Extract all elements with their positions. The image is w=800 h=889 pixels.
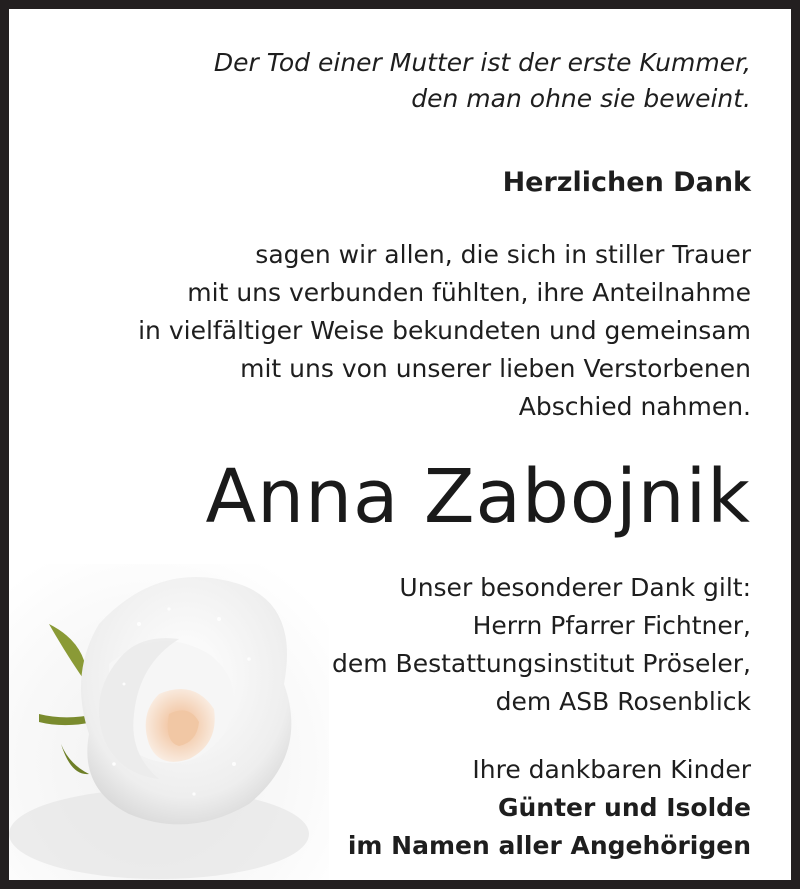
thanks-text <box>138 236 751 426</box>
thanks-line: mit uns von unserer lieben Verstorbenen <box>240 354 751 383</box>
signature <box>348 751 751 865</box>
quote <box>214 45 751 117</box>
thanks-heading: Herzlichen Dank <box>502 167 751 198</box>
quote-line: Der Tod einer Mutter ist der erste Kummer, <box>213 48 751 77</box>
special-thanks-line: Unser besonderer Dank gilt: <box>399 573 751 602</box>
special-thanks-line: Herrn Pfarrer Fichtner, <box>472 611 751 640</box>
thanks-line: mit uns verbunden fühlten, ihre Anteilnahme <box>187 278 751 307</box>
signature-intro: Ihre dankbaren Kinder <box>472 755 751 784</box>
thanks-line: Abschied nahmen. <box>518 392 751 421</box>
quote-line: den man ohne sie beweint. <box>411 84 751 113</box>
special-thanks-line: dem ASB Rosenblick <box>495 687 751 716</box>
signature-names: Günter und Isolde <box>497 793 751 822</box>
thanks-line: sagen wir allen, die sich in stiller Trauer <box>255 240 751 269</box>
special-thanks-line: dem Bestattungsinstitut Pröseler, <box>332 649 751 678</box>
deceased-name: Anna Zabojnik <box>205 454 751 540</box>
white-rose-image <box>9 564 329 889</box>
thanks-line: in vielfältiger Weise bekundeten und gemeinsam <box>138 316 751 345</box>
special-thanks <box>332 569 751 721</box>
signature-family: im Namen aller Angehörigen <box>347 831 751 860</box>
